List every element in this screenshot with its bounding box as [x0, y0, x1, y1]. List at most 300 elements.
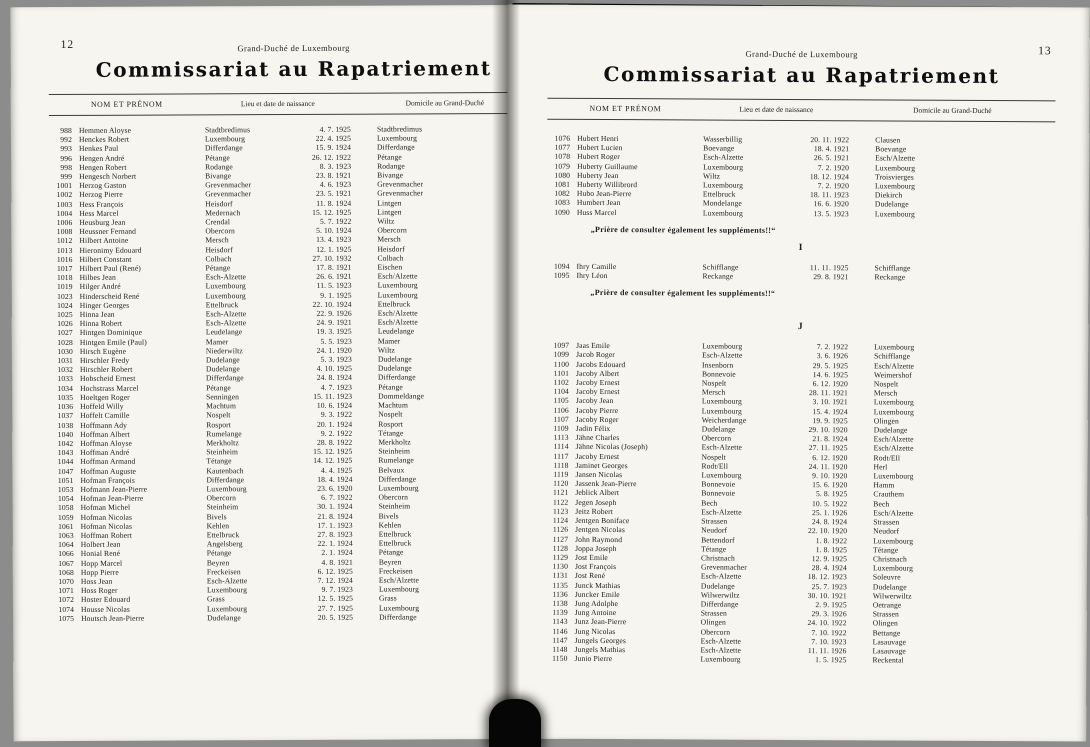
- entry-name: Hess Marcel: [79, 208, 119, 218]
- entry-number: 988: [60, 125, 72, 136]
- domicile: Luxembourg: [378, 584, 420, 594]
- entry-number: 1099: [553, 350, 570, 360]
- birth-date: 24. 8. 1924: [316, 373, 353, 383]
- domicile: Dudelange: [872, 581, 907, 592]
- birth-place: Mersch: [701, 387, 726, 397]
- domicile: Obercorn: [378, 492, 409, 502]
- entry-number: 1043: [57, 448, 74, 458]
- birth-date: 15. 12. 1925: [313, 446, 353, 457]
- entry-name: Jaas Emile: [576, 341, 610, 351]
- birth-date: 11. 8. 1924: [316, 198, 352, 208]
- birth-date: 22. 9. 1926: [316, 308, 352, 318]
- entry-name: Hess François: [79, 199, 124, 209]
- entry-number: 1101: [553, 368, 570, 378]
- entry-name: Jacoby Jean: [575, 396, 614, 406]
- entry-number: 1114: [553, 442, 569, 452]
- entry-number: 1003: [56, 199, 73, 209]
- entry-name: Jacoby Ernest: [575, 377, 620, 388]
- entry-number: 1068: [58, 567, 74, 577]
- domicile: Lasauvage: [872, 646, 906, 656]
- birth-place: Esch-Alzette: [206, 576, 248, 586]
- birth-place: Esch-Alzette: [700, 571, 742, 582]
- domicile: Olingen: [873, 416, 899, 426]
- birth-date: 27. 11. 1925: [808, 443, 848, 453]
- entry-name: Heussner Fernand: [79, 226, 137, 237]
- entry-number: 1016: [56, 254, 73, 264]
- entry-number: 992: [60, 135, 72, 145]
- birth-date: 26. 6. 1921: [316, 271, 352, 282]
- birth-date: 13. 5. 1923: [813, 208, 849, 218]
- entry-number: 1061: [58, 521, 74, 531]
- entry-name: Hoffman Auguste: [80, 466, 137, 476]
- domicile: Dommeldange: [378, 391, 424, 401]
- entry-name: Hoffman Albert: [80, 429, 130, 439]
- birth-place: Rumelange: [206, 428, 242, 439]
- birth-place: Senningen: [206, 392, 240, 402]
- birth-date: 7. 10. 1923: [811, 636, 847, 646]
- domicile: Esch/Alzette: [875, 153, 916, 164]
- birth-date: 1. 8. 1922: [815, 535, 848, 545]
- entry-name: Hilger André: [79, 282, 121, 292]
- entry-name: Junio Pierre: [574, 653, 613, 664]
- birth-date: 7. 2. 1920: [817, 162, 850, 172]
- entry-number: 1040: [57, 429, 74, 439]
- entry-number: 1102: [553, 377, 569, 387]
- entry-name: Houtsch Jean-Pierre: [81, 613, 145, 623]
- entry-number: 1118: [553, 460, 569, 470]
- birth-date: 4. 10. 1925: [316, 364, 353, 374]
- birth-place: Crendal: [205, 217, 231, 227]
- entry-number: 1004: [56, 208, 73, 218]
- entry-number: 1001: [56, 181, 73, 191]
- entry-number: 1146: [552, 626, 568, 636]
- domicile: Esch/Alzette: [874, 361, 915, 371]
- birth-place: Esch-Alzette: [205, 309, 247, 319]
- birth-place: Mersch: [205, 235, 229, 245]
- entry-number: 1135: [552, 580, 568, 590]
- entry-name: Ihry Camille: [576, 261, 617, 271]
- birth-place: Wiltz: [703, 171, 721, 181]
- entry-number: 1077: [554, 142, 571, 153]
- entry-name: Herzog Gaston: [79, 180, 127, 191]
- birth-place: Wasserbillig: [703, 134, 743, 144]
- entry-name: Jentgen Boniface: [575, 515, 630, 526]
- domicile: Tétange: [378, 428, 404, 438]
- domicile: Crauthem: [873, 489, 905, 500]
- birth-date: 24. 9. 1921: [316, 317, 352, 328]
- birth-date: 16. 6. 1920: [813, 199, 849, 209]
- entry-number: 1104: [553, 386, 569, 397]
- entry-name: Hemmen Aloyse: [78, 125, 132, 135]
- domicile: Esch/Alzette: [873, 434, 914, 444]
- entry-name: Hofman Michel: [80, 503, 131, 513]
- entry-name: Jacoby Ernest: [575, 387, 620, 397]
- entry-number: 1143: [552, 617, 568, 627]
- domicile: Strassen: [873, 517, 900, 527]
- entry-number: 1094: [553, 261, 570, 271]
- birth-place: Grevenmacher: [205, 189, 252, 199]
- entry-name: Hoffman Aloyse: [80, 438, 132, 448]
- birth-place: Luxembourg: [701, 396, 742, 407]
- entry-name: Jeitz Robert: [575, 506, 613, 516]
- domicile: Bettange: [872, 627, 901, 638]
- entry-name: Hubo Jean-Pierre: [576, 189, 632, 199]
- birth-place: Grevenmacher: [205, 180, 252, 190]
- entry-number: 1072: [58, 595, 75, 605]
- entry-number: 1121: [553, 488, 569, 498]
- birth-date: 29. 8. 1921: [813, 272, 849, 282]
- birth-place: Leudelange: [205, 327, 243, 337]
- table-row: [544, 654, 1052, 666]
- entry-number: 1148: [552, 644, 568, 654]
- birth-place: Nospelt: [701, 378, 727, 388]
- domicile: Luxembourg: [377, 290, 418, 300]
- birth-date: 30. 1. 1924: [317, 502, 353, 512]
- entry-name: Ihry Léon: [576, 270, 608, 281]
- page-title: Commissariat au Rapatriement: [603, 61, 1000, 89]
- scan-artifact-spine-bottom: [489, 699, 541, 747]
- page-title: Commissariat au Rapatriement: [95, 56, 492, 82]
- birth-place: Dudelange: [701, 424, 736, 434]
- domicile: Rumelange: [378, 455, 414, 465]
- birth-place: Steinheim: [206, 447, 239, 457]
- birth-place: Tétange: [206, 456, 232, 466]
- domicile: Esch/Alzette: [378, 575, 419, 585]
- country-header: Grand-Duché de Luxembourg: [745, 48, 858, 60]
- entry-name: Jungels Georges: [574, 635, 626, 645]
- entry-name: Hochstrass Marcel: [80, 383, 139, 393]
- entry-name: Hofman Nicolas: [80, 521, 133, 531]
- birth-date: 29. 10. 1920: [808, 425, 848, 435]
- birth-place: Kautenbach: [206, 465, 244, 475]
- entry-number: 1006: [56, 217, 73, 228]
- entry-number: 1023: [57, 291, 73, 301]
- entry-name: Huss Marcel: [576, 207, 617, 217]
- entry-name: Juncker Emile: [574, 589, 620, 599]
- birth-date: 15. 11. 1923: [313, 391, 353, 401]
- entry-number: 1117: [553, 451, 569, 461]
- entry-number: 1071: [58, 586, 74, 596]
- birth-date: 20. 11. 1922: [810, 135, 850, 145]
- entry-number: 1128: [552, 543, 569, 553]
- entry-number: 1129: [552, 552, 569, 562]
- entry-number: 1028: [57, 337, 73, 347]
- birth-place: Pétange: [206, 548, 232, 558]
- birth-date: 20. 5. 1925: [317, 612, 354, 622]
- entry-name: Hofman François: [80, 475, 135, 485]
- birth-place: Luxembourg: [702, 208, 743, 218]
- entry-number: 1031: [57, 356, 73, 366]
- birth-date: 12. 5. 1925: [317, 594, 354, 604]
- entry-number: 1113: [553, 432, 569, 443]
- domicile: Tétange: [873, 545, 899, 555]
- entry-name: Hoffeld Willy: [80, 401, 124, 412]
- domicile: Dudelange: [874, 199, 909, 210]
- table-row: [546, 271, 1054, 283]
- birth-place: Bech: [701, 498, 718, 508]
- birth-date: 4. 6. 1923: [319, 179, 352, 190]
- birth-place: Luxembourg: [206, 585, 248, 595]
- entry-number: 1127: [552, 534, 569, 544]
- domicile: Differdange: [376, 142, 415, 153]
- entry-name: Jähne Nicolas (Joseph): [575, 442, 648, 452]
- domicile: Esch/Alzette: [377, 308, 418, 318]
- birth-place: Esch-Alzette: [701, 442, 743, 453]
- domicile: Luxembourg: [872, 563, 914, 573]
- entry-number: 1047: [57, 466, 74, 476]
- birth-place: Ettelbruck: [702, 189, 736, 199]
- birth-place: Differdange: [206, 373, 244, 383]
- domicile: Mamer: [377, 336, 401, 346]
- domicile: Merkholtz: [378, 437, 411, 447]
- domicile: Herl: [873, 462, 888, 472]
- birth-date: 18. 12. 1924: [809, 171, 850, 182]
- birth-place: Esch-Alzette: [701, 507, 742, 517]
- entry-name: Hinderscheid René: [79, 291, 140, 301]
- birth-place: Obercorn: [701, 433, 732, 443]
- birth-place: Bettendorf: [701, 535, 735, 545]
- domicile: Nospelt: [873, 379, 899, 389]
- domicile: Colbach: [377, 253, 404, 263]
- birth-date: 18. 4. 1924: [317, 474, 353, 484]
- domicile: Pétange: [378, 547, 404, 557]
- birth-place: Differdange: [700, 599, 739, 609]
- domicile: Luxembourg: [874, 181, 916, 191]
- birth-date: 7. 10. 1922: [811, 627, 847, 637]
- birth-place: Luxembourg: [701, 470, 742, 480]
- entry-number: 1106: [553, 405, 569, 415]
- birth-date: 27. 7. 1925: [317, 603, 354, 613]
- entry-number: 1053: [57, 484, 74, 494]
- domicile: Grass: [378, 593, 397, 603]
- entry-name: Hirschler Robert: [79, 364, 133, 375]
- entry-number: 1002: [56, 190, 73, 200]
- page-header: [49, 37, 539, 53]
- domicile: Rodt/Ell: [873, 453, 901, 463]
- table-row: [547, 207, 1055, 219]
- birth-date: 15. 4. 1924: [812, 406, 848, 416]
- domicile: Differdange: [378, 372, 416, 383]
- entry-number: 1082: [554, 188, 570, 199]
- entry-name: Jeblick Albert: [575, 488, 620, 498]
- birth-date: 6. 12. 1920: [812, 452, 848, 462]
- birth-place: Tétange: [701, 544, 727, 554]
- entry-name: Jegen Joseph: [575, 497, 617, 507]
- birth-date: 28. 4. 1924: [811, 563, 848, 573]
- birth-place: Differdange: [204, 143, 243, 153]
- birth-place: Schifflange: [702, 262, 739, 272]
- entry-name: Jaminet Georges: [575, 460, 628, 470]
- entry-name: Hoffmann Ady: [80, 420, 128, 430]
- entry-name: Jacob Roger: [576, 350, 615, 360]
- birth-place: Luxembourg: [701, 406, 742, 416]
- domicile: Luxembourg: [873, 407, 914, 417]
- birth-place: Merkholtz: [206, 438, 239, 448]
- birth-place: Freckeisen: [206, 566, 241, 577]
- birth-place: Mamer: [205, 336, 229, 347]
- entry-name: Huberty Willibrord: [576, 179, 638, 190]
- entry-name: Hirsch Eugène: [79, 346, 127, 356]
- domicile: Grevenmacher: [377, 179, 424, 189]
- entry-number: 998: [60, 162, 73, 172]
- domicile: Oetrange: [872, 600, 902, 610]
- domicile: Reckental: [872, 655, 904, 665]
- birth-place: Esch-Alzette: [205, 272, 247, 282]
- birth-place: Colbach: [205, 254, 232, 264]
- entry-name: Hofmann Jean-Pierre: [80, 484, 148, 494]
- birth-place: Dudelange: [205, 355, 240, 365]
- entry-name: Hintgen Emile (Paul): [79, 337, 147, 347]
- entry-number: 1054: [57, 494, 74, 504]
- column-header-birth: Lieu et date de naissance: [739, 104, 814, 115]
- birth-date: 5. 5. 1923: [320, 336, 352, 346]
- birth-place: Obercorn: [206, 493, 237, 503]
- domicile: Neudorf: [873, 526, 900, 536]
- domicile: Machtum: [378, 400, 408, 410]
- supplement-note: „Prière de consulter également les suppléments!!“: [590, 224, 776, 235]
- birth-date: 4. 7. 1925: [319, 124, 351, 134]
- column-header-birth: Lieu et date de naissance: [240, 98, 315, 109]
- birth-date: 5. 10. 1924: [316, 225, 352, 236]
- domicile: Wilwerwiltz: [872, 591, 912, 601]
- entry-name: Junz Jean-Pierre: [574, 617, 627, 627]
- entry-name: Hilbert Paul (René): [79, 263, 141, 273]
- birth-place: Heisdorf: [205, 198, 233, 208]
- birth-place: Bonnevoie: [701, 479, 736, 489]
- birth-date: 6. 12. 1925: [317, 566, 353, 576]
- entry-number: 1019: [57, 282, 73, 292]
- page-number: 12: [60, 38, 75, 52]
- birth-place: Strassen: [700, 608, 727, 618]
- entry-name: Hoss Roger: [80, 585, 118, 596]
- entry-number: 1136: [552, 589, 568, 599]
- entry-name: Hintgen Dominique: [79, 328, 143, 338]
- domicile: Kehlen: [378, 520, 402, 530]
- birth-date: 5. 7. 1922: [319, 216, 352, 226]
- birth-place: Luxembourg: [207, 603, 248, 613]
- birth-date: 24. 10. 1922: [807, 618, 847, 628]
- entry-number: 1042: [57, 438, 74, 448]
- entry-number: 999: [60, 171, 73, 182]
- birth-place: Steinheim: [206, 502, 239, 512]
- entry-number: 1083: [554, 198, 570, 208]
- entry-name: Jung Antoine: [574, 607, 617, 618]
- birth-place: Rosport: [206, 419, 231, 429]
- entry-number: 1075: [58, 613, 75, 623]
- domicile: Beyren: [378, 557, 402, 567]
- birth-date: 29. 5. 1925: [812, 360, 849, 370]
- entry-number: 1027: [57, 328, 73, 338]
- name-list: [49, 124, 541, 623]
- domicile: Ettelbruck: [378, 529, 412, 539]
- birth-date: 20. 1. 1924: [316, 419, 353, 429]
- entry-number: 1013: [56, 245, 73, 255]
- birth-place: Beyren: [206, 557, 230, 567]
- entry-number: 1012: [56, 236, 73, 246]
- domicile: Esch/Alzette: [377, 317, 418, 327]
- domicile: Mersch: [873, 388, 898, 398]
- birth-place: Luxembourg: [703, 162, 744, 172]
- entry-number: 1090: [554, 207, 570, 217]
- entry-number: 1139: [552, 607, 568, 617]
- section-letter: J: [797, 322, 803, 333]
- birth-place: Kehlen: [206, 521, 230, 531]
- entry-name: Hoffman Robert: [80, 530, 132, 540]
- entry-number: 1024: [57, 300, 73, 310]
- entry-number: 1008: [56, 227, 73, 237]
- book-spine-shadow: [492, 0, 520, 747]
- domicile: Esch/Alzette: [873, 508, 914, 518]
- entry-name: Holbert Jean: [80, 539, 121, 550]
- birth-date: 15. 9. 1924: [315, 143, 352, 153]
- birth-place: Boevange: [703, 143, 735, 153]
- country-header: Grand-Duché de Luxembourg: [237, 42, 350, 54]
- birth-date: 27. 10. 1932: [312, 253, 352, 263]
- domicile: Boevange: [875, 144, 907, 154]
- domicile: Bech: [873, 499, 890, 509]
- birth-date: 1. 8. 1925: [815, 544, 848, 554]
- entry-number: 1095: [553, 270, 570, 280]
- birth-place: Machtum: [206, 401, 236, 411]
- domicile: Differdange: [379, 612, 417, 622]
- entry-name: Hoeltgen Roger: [80, 392, 130, 402]
- birth-date: 10. 5. 1922: [812, 498, 848, 508]
- entry-number: 1038: [57, 420, 74, 430]
- birth-place: Differdange: [206, 474, 245, 485]
- birth-date: 17. 8. 1921: [316, 262, 352, 272]
- birth-date: 9. 2. 1922: [320, 428, 353, 438]
- column-header-domicile: Domicile au Grand-Duché: [913, 105, 992, 116]
- domicile: Leudelange: [377, 326, 415, 337]
- entry-name: Huberty Guillaume: [577, 161, 638, 171]
- entry-name: Hinna Robert: [79, 319, 123, 329]
- birth-date: 12. 1. 1925: [316, 244, 352, 254]
- birth-date: 11. 5. 1923: [316, 281, 352, 291]
- birth-place: Ettelbruck: [206, 530, 240, 540]
- birth-place: Pétange: [206, 382, 231, 393]
- entry-number: 1018: [56, 273, 73, 283]
- birth-date: 22. 10. 1924: [312, 299, 352, 309]
- entry-number: 1044: [57, 457, 74, 467]
- entry-name: Hubert Henri: [577, 133, 619, 144]
- domicile: Steinheim: [378, 501, 411, 511]
- entry-name: Honial René: [80, 549, 121, 559]
- supplement-note: „Prière de consulter également les suppléments!!“: [590, 288, 776, 299]
- entry-number: 1138: [552, 598, 568, 608]
- birth-place: Heisdorf: [205, 244, 233, 255]
- birth-date: 23. 6. 1920: [317, 483, 353, 493]
- name-list: [544, 341, 1054, 666]
- column-header-name: NOM ET PRÉNOM: [589, 103, 662, 114]
- birth-date: 2. 9. 1925: [815, 600, 847, 610]
- birth-date: 14. 12. 1925: [313, 456, 353, 466]
- domicile: Esch/Alzette: [873, 443, 914, 454]
- page-right: [504, 4, 1090, 741]
- entry-name: Hofman Nicolas: [80, 512, 133, 522]
- birth-date: 29. 3. 1926: [811, 609, 847, 619]
- entry-name: Jacoby Pierre: [575, 405, 619, 415]
- name-list: [546, 262, 1054, 283]
- domicile: Luxembourg: [873, 471, 914, 481]
- domicile: Strassen: [872, 609, 899, 619]
- birth-date: 9. 7. 1923: [321, 584, 353, 595]
- entry-number: 1067: [58, 558, 74, 568]
- entry-name: Jansen Nicolas: [575, 469, 623, 480]
- birth-date: 6. 12. 1920: [812, 379, 848, 389]
- domicile: Luxembourg: [378, 483, 419, 493]
- birth-date: 10. 6. 1924: [316, 400, 353, 410]
- birth-place: Obercorn: [205, 226, 235, 236]
